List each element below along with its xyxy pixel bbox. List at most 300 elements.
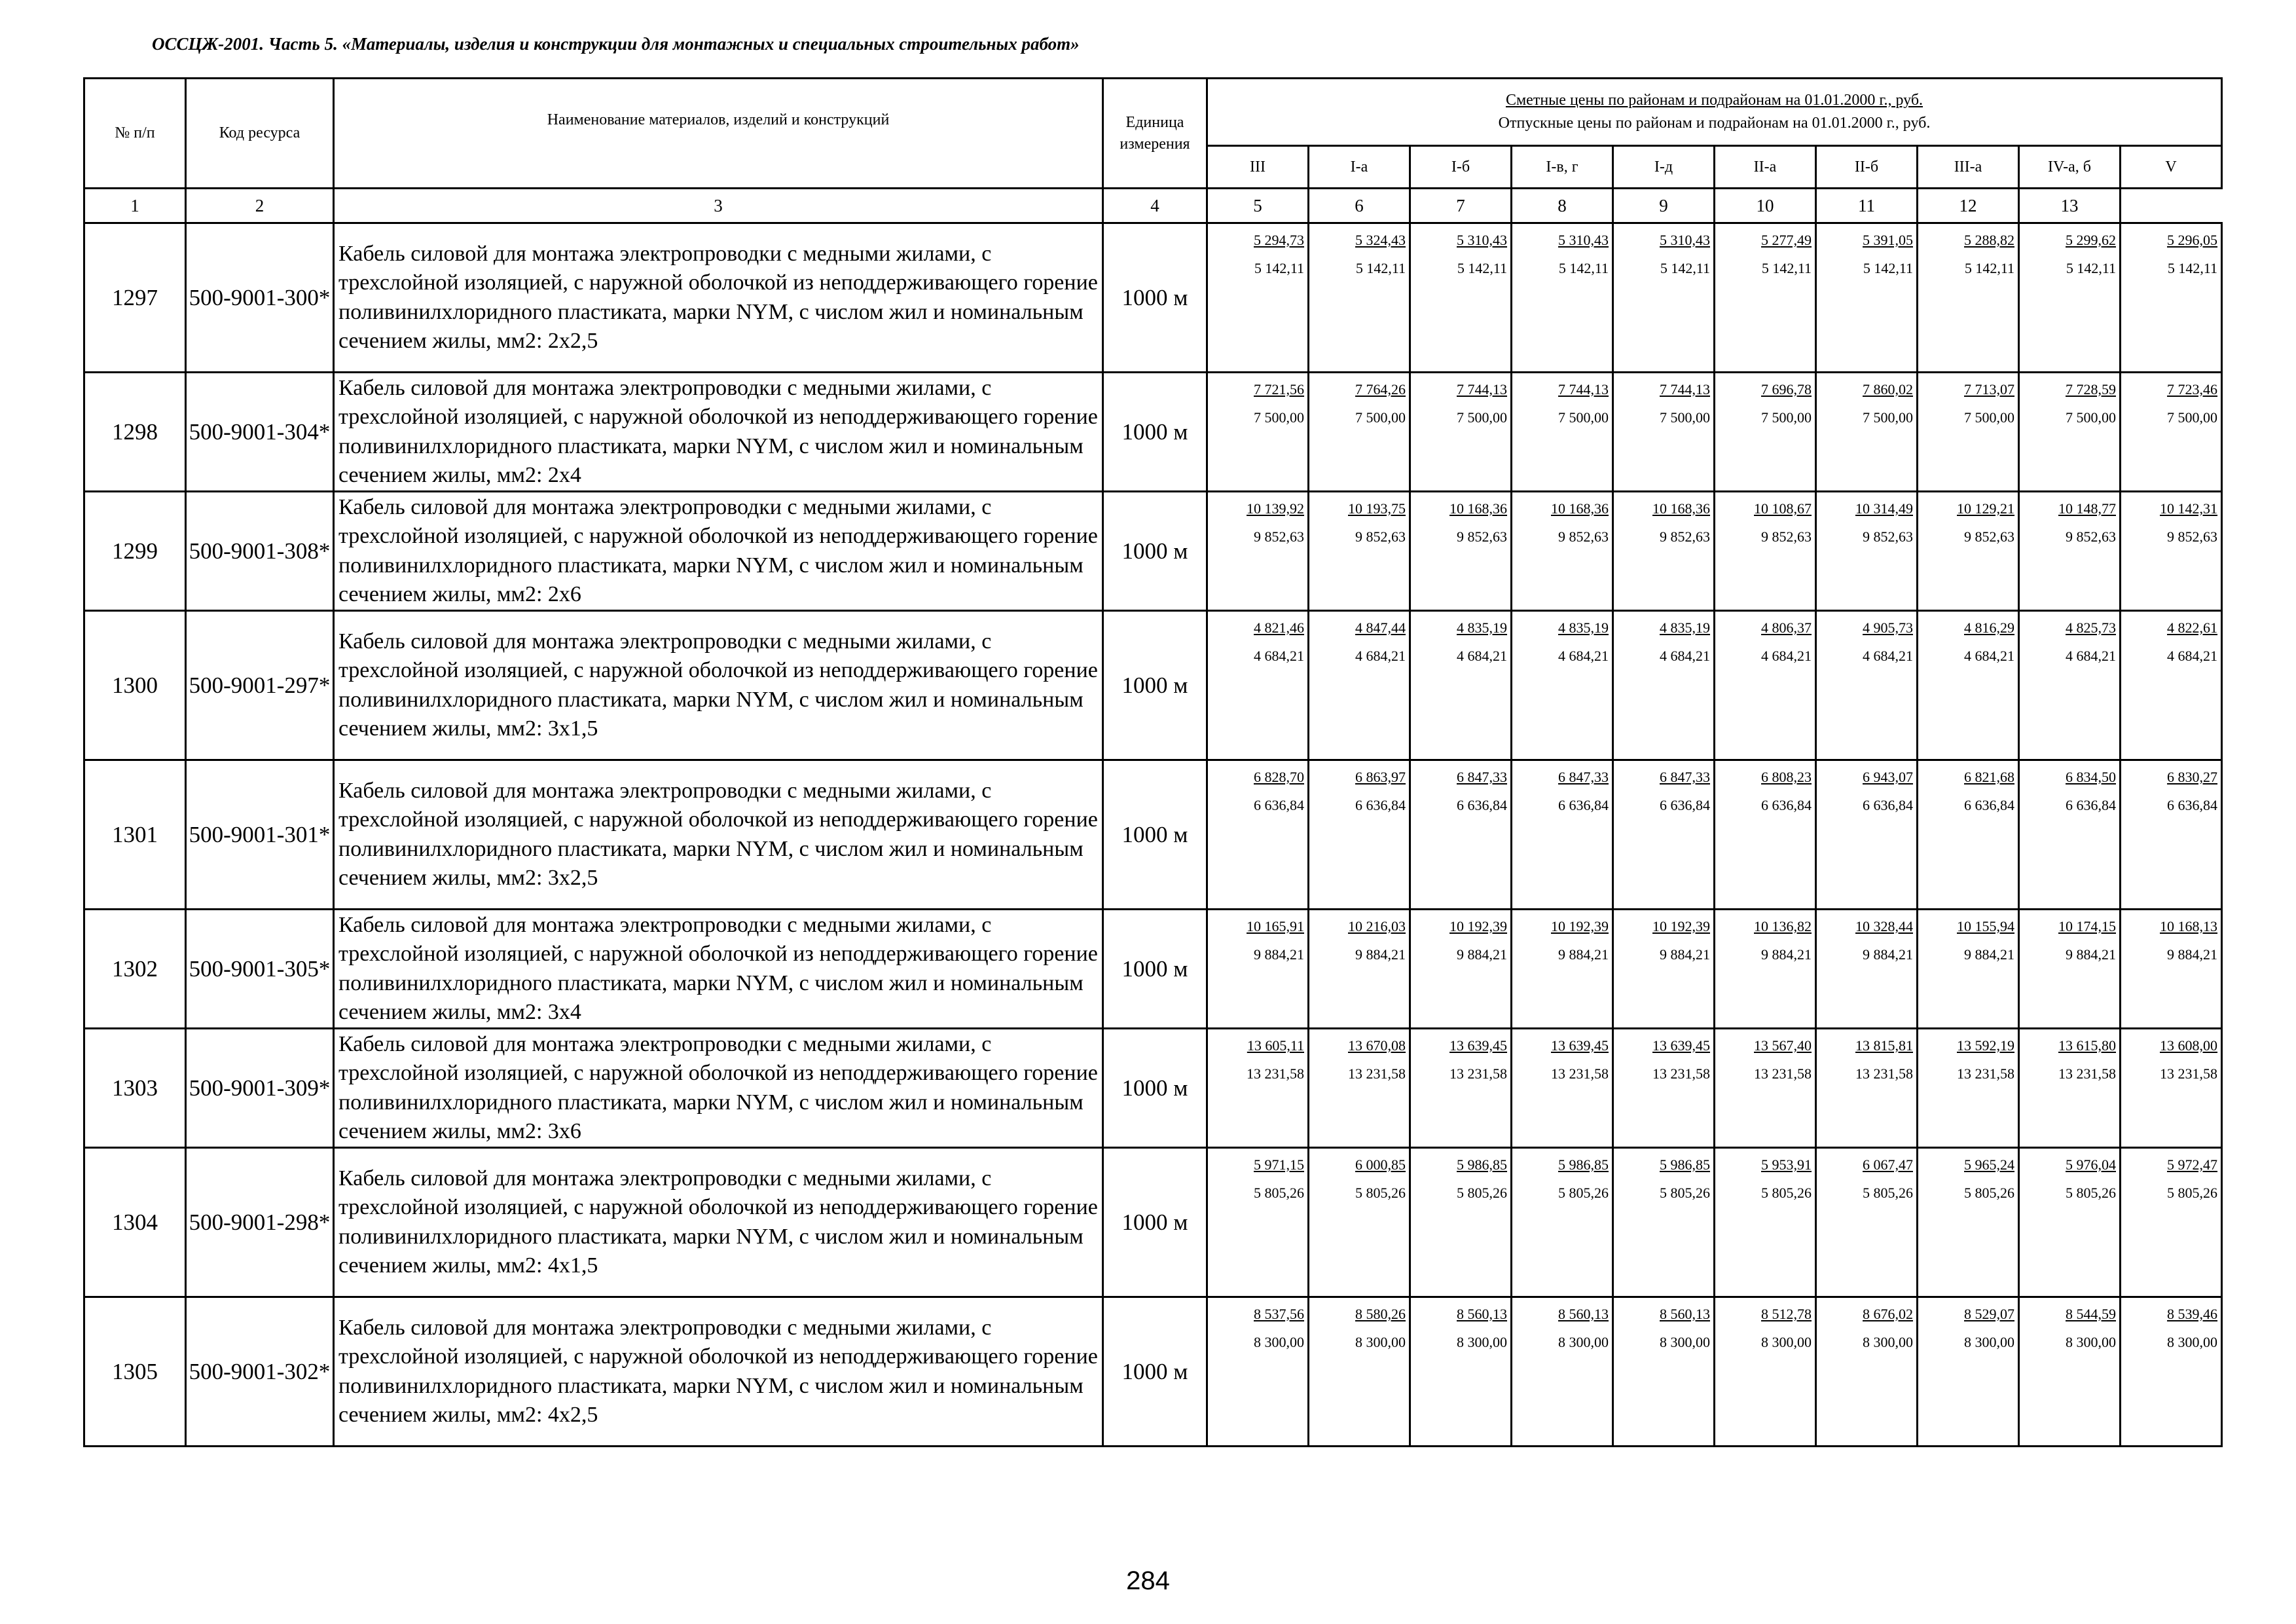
price-cell — [1207, 223, 1309, 373]
resource-code: 500-9001-298* — [186, 1148, 334, 1297]
release-price: 9 852,63 — [1863, 528, 1913, 545]
estimate-price: 4 821,46 — [1254, 619, 1304, 636]
price-cell — [1715, 1029, 1816, 1148]
price-cell — [1207, 492, 1309, 611]
price-cell — [1512, 373, 1613, 492]
estimate-price: 5 299,62 — [2066, 232, 2116, 248]
unit-of-measure: 1000 м — [1103, 373, 1207, 492]
release-price: 4 684,21 — [1457, 647, 1507, 664]
release-price: 8 300,00 — [1660, 1333, 1710, 1350]
release-price: 9 852,63 — [1660, 528, 1710, 545]
estimate-price: 6 828,70 — [1254, 769, 1304, 785]
resource-code: 500-9001-297* — [186, 611, 334, 760]
estimate-price: 10 165,91 — [1247, 918, 1304, 934]
price-cell — [1410, 1029, 1512, 1148]
price-cell — [1918, 373, 2019, 492]
release-price: 9 884,21 — [1761, 946, 1812, 963]
price-cell — [1512, 223, 1613, 373]
price-cell — [1207, 1148, 1309, 1297]
estimate-price: 4 816,29 — [1964, 619, 2014, 636]
price-cell — [1207, 1029, 1309, 1148]
column-number: 2 — [186, 189, 334, 223]
release-price: 9 884,21 — [1457, 946, 1507, 963]
estimate-price: 8 560,13 — [1457, 1306, 1507, 1322]
price-cell — [1613, 492, 1715, 611]
estimate-price: 4 825,73 — [2066, 619, 2116, 636]
release-price: 9 852,63 — [1254, 528, 1304, 545]
column-number: 1 — [84, 189, 186, 223]
estimate-price: 8 560,13 — [1660, 1306, 1710, 1322]
estimate-price: 6 808,23 — [1761, 769, 1812, 785]
price-cell — [2121, 492, 2222, 611]
unit-of-measure: 1000 м — [1103, 1029, 1207, 1148]
price-cell — [1816, 760, 1918, 910]
resource-code: 500-9001-309* — [186, 1029, 334, 1148]
price-cell — [1715, 760, 1816, 910]
unit-of-measure: 1000 м — [1103, 910, 1207, 1029]
release-price: 4 684,21 — [2066, 647, 2116, 664]
price-cell — [1918, 910, 2019, 1029]
estimate-price: 10 168,13 — [2160, 918, 2218, 934]
column-number: 12 — [1918, 189, 2019, 223]
estimate-price: 7 721,56 — [1254, 381, 1304, 397]
estimate-price: 13 608,00 — [2160, 1037, 2218, 1054]
release-price: 9 884,21 — [2066, 946, 2116, 963]
price-cell — [1512, 910, 1613, 1029]
release-price: 13 231,58 — [1551, 1065, 1609, 1082]
resource-code: 500-9001-300* — [186, 223, 334, 373]
row-number: 1300 — [84, 611, 186, 760]
release-price: 6 636,84 — [2167, 796, 2218, 813]
price-cell — [1410, 223, 1512, 373]
price-table — [83, 77, 2223, 1447]
estimate-price: 13 639,45 — [1551, 1037, 1609, 1054]
price-cell — [1918, 1148, 2019, 1297]
price-cell — [1512, 1148, 1613, 1297]
estimate-price: 7 744,13 — [1457, 381, 1507, 397]
price-cell — [1410, 760, 1512, 910]
estimate-price: 8 676,02 — [1863, 1306, 1913, 1322]
release-price: 13 231,58 — [1855, 1065, 1913, 1082]
estimate-price: 4 835,19 — [1660, 619, 1710, 636]
release-price: 6 636,84 — [2066, 796, 2116, 813]
estimate-price: 4 835,19 — [1558, 619, 1609, 636]
row-number: 1299 — [84, 492, 186, 611]
column-number: 13 — [2019, 189, 2121, 223]
release-price: 7 500,00 — [1761, 409, 1812, 426]
estimate-price: 10 142,31 — [2160, 500, 2218, 517]
price-cell — [1207, 611, 1309, 760]
price-cell — [1613, 1297, 1715, 1447]
table-row — [84, 1297, 2222, 1447]
price-cell — [2121, 1029, 2222, 1148]
estimate-price: 6 863,97 — [1355, 769, 1406, 785]
release-price: 5 142,11 — [1964, 259, 2014, 276]
estimate-price: 7 744,13 — [1660, 381, 1710, 397]
price-cell — [1816, 1148, 1918, 1297]
estimate-price: 7 744,13 — [1558, 381, 1609, 397]
row-number: 1304 — [84, 1148, 186, 1297]
estimate-price: 5 972,47 — [2167, 1156, 2218, 1173]
estimate-price: 8 580,26 — [1355, 1306, 1406, 1322]
table-row — [84, 1148, 2222, 1297]
table-row — [84, 611, 2222, 760]
price-cell — [1918, 760, 2019, 910]
release-price: 5 142,11 — [1558, 259, 1609, 276]
release-price: 13 231,58 — [1652, 1065, 1710, 1082]
table-body — [84, 223, 2222, 1447]
table-row — [84, 760, 2222, 910]
table-row — [84, 910, 2222, 1029]
release-price: 5 805,26 — [1863, 1184, 1913, 1201]
estimate-price: 4 847,44 — [1355, 619, 1406, 636]
estimate-price: 7 728,59 — [2066, 381, 2116, 397]
release-price: 5 142,11 — [1254, 259, 1304, 276]
release-price: 9 884,21 — [1254, 946, 1304, 963]
price-cell — [1715, 223, 1816, 373]
estimate-price: 13 605,11 — [1247, 1037, 1304, 1054]
estimate-price: 13 670,08 — [1348, 1037, 1406, 1054]
release-price: 9 884,21 — [1863, 946, 1913, 963]
price-cell — [1410, 1297, 1512, 1447]
release-price: 9 884,21 — [1660, 946, 1710, 963]
column-number: 11 — [1816, 189, 1918, 223]
release-price: 7 500,00 — [1558, 409, 1609, 426]
release-price: 5 142,11 — [1355, 259, 1406, 276]
unit-of-measure: 1000 м — [1103, 223, 1207, 373]
release-price: 4 684,21 — [1863, 647, 1913, 664]
price-cell — [1410, 373, 1512, 492]
estimate-price: 13 639,45 — [1449, 1037, 1507, 1054]
price-cell — [2019, 1297, 2121, 1447]
estimate-price: 10 129,21 — [1957, 500, 2014, 517]
price-cell — [2019, 223, 2121, 373]
price-cell — [1309, 760, 1410, 910]
row-number: 1297 — [84, 223, 186, 373]
row-number: 1301 — [84, 760, 186, 910]
estimate-price: 6 067,47 — [1863, 1156, 1913, 1173]
material-name: Кабель силовой для монтажа электропроводки с медными жилами, с трехслойной изоляцией, с наружной оболочкой из неподдерживающего горение поливинилхлоридного пластиката, марки NYM, с числом жил и номинальным сечением жилы, мм2: 4х2,5 — [334, 1297, 1103, 1447]
price-cell — [1512, 1297, 1613, 1447]
release-price: 8 300,00 — [2167, 1333, 2218, 1350]
region-header: III — [1207, 146, 1309, 189]
price-cell — [1410, 1148, 1512, 1297]
estimate-price: 5 277,49 — [1761, 232, 1812, 248]
release-price: 13 231,58 — [1247, 1065, 1304, 1082]
estimate-price: 8 544,59 — [2066, 1306, 2116, 1322]
price-cell — [1715, 611, 1816, 760]
price-cell — [1816, 1297, 1918, 1447]
price-cell — [1613, 910, 1715, 1029]
release-price: 9 852,63 — [1457, 528, 1507, 545]
column-number: 7 — [1410, 189, 1512, 223]
estimate-price: 6 834,50 — [2066, 769, 2116, 785]
estimate-price: 5 953,91 — [1761, 1156, 1812, 1173]
price-header-release: Отпускные цены по районам и подрайонам на 01.01.2000 г., руб. — [1498, 115, 1931, 132]
estimate-price: 6 000,85 — [1355, 1156, 1406, 1173]
price-cell — [1816, 910, 1918, 1029]
price-cell — [2121, 223, 2222, 373]
release-price: 13 231,58 — [1348, 1065, 1406, 1082]
estimate-price: 4 822,61 — [2167, 619, 2218, 636]
price-cell — [1309, 373, 1410, 492]
estimate-price: 10 192,39 — [1449, 918, 1507, 934]
release-price: 6 636,84 — [1964, 796, 2014, 813]
release-price: 4 684,21 — [1254, 647, 1304, 664]
row-number: 1302 — [84, 910, 186, 1029]
price-cell — [2121, 910, 2222, 1029]
release-price: 9 884,21 — [1558, 946, 1609, 963]
price-cell — [1410, 910, 1512, 1029]
region-header: I-б — [1410, 146, 1512, 189]
estimate-price: 8 537,56 — [1254, 1306, 1304, 1322]
release-price: 5 142,11 — [2066, 259, 2116, 276]
estimate-price: 6 847,33 — [1660, 769, 1710, 785]
price-cell — [2121, 1297, 2222, 1447]
price-cell — [1613, 760, 1715, 910]
release-price: 6 636,84 — [1558, 796, 1609, 813]
column-number: 5 — [1207, 189, 1309, 223]
estimate-price: 4 905,73 — [1863, 619, 1913, 636]
release-price: 4 684,21 — [1964, 647, 2014, 664]
release-price: 13 231,58 — [1957, 1065, 2014, 1082]
price-cell — [1816, 492, 1918, 611]
release-price: 5 805,26 — [1457, 1184, 1507, 1201]
release-price: 6 636,84 — [1254, 796, 1304, 813]
release-price: 7 500,00 — [1254, 409, 1304, 426]
release-price: 7 500,00 — [2066, 409, 2116, 426]
release-price: 8 300,00 — [1355, 1333, 1406, 1350]
region-header: I-д — [1613, 146, 1715, 189]
estimate-price: 10 168,36 — [1551, 500, 1609, 517]
unit-of-measure: 1000 м — [1103, 1148, 1207, 1297]
price-cell — [1816, 373, 1918, 492]
resource-code: 500-9001-301* — [186, 760, 334, 910]
price-cell — [2121, 1148, 2222, 1297]
release-price: 4 684,21 — [1558, 647, 1609, 664]
price-cell — [1309, 910, 1410, 1029]
price-cell — [2121, 760, 2222, 910]
price-cell — [1512, 492, 1613, 611]
estimate-price: 7 696,78 — [1761, 381, 1812, 397]
table-row — [84, 373, 2222, 492]
estimate-price: 13 639,45 — [1652, 1037, 1710, 1054]
resource-code: 500-9001-308* — [186, 492, 334, 611]
release-price: 5 805,26 — [1761, 1184, 1812, 1201]
estimate-price: 5 971,15 — [1254, 1156, 1304, 1173]
estimate-price: 6 847,33 — [1558, 769, 1609, 785]
price-cell — [1309, 1297, 1410, 1447]
price-cell — [1207, 910, 1309, 1029]
price-cell — [1715, 910, 1816, 1029]
estimate-price: 5 976,04 — [2066, 1156, 2116, 1173]
price-cell — [1309, 1148, 1410, 1297]
price-cell — [2121, 611, 2222, 760]
column-number: 8 — [1512, 189, 1613, 223]
estimate-price: 5 986,85 — [1457, 1156, 1507, 1173]
estimate-price: 4 835,19 — [1457, 619, 1507, 636]
estimate-price: 10 136,82 — [1754, 918, 1812, 934]
price-cell — [1918, 492, 2019, 611]
estimate-price: 10 168,36 — [1652, 500, 1710, 517]
estimate-price: 5 310,43 — [1660, 232, 1710, 248]
release-price: 13 231,58 — [1449, 1065, 1507, 1082]
estimate-price: 10 108,67 — [1754, 500, 1812, 517]
estimate-price: 5 294,73 — [1254, 232, 1304, 248]
release-price: 5 142,11 — [1457, 259, 1507, 276]
estimate-price: 6 821,68 — [1964, 769, 2014, 785]
estimate-price: 10 174,15 — [2058, 918, 2116, 934]
release-price: 5 805,26 — [1558, 1184, 1609, 1201]
region-header: V — [2121, 146, 2222, 189]
release-price: 8 300,00 — [1457, 1333, 1507, 1350]
unit-of-measure: 1000 м — [1103, 1297, 1207, 1447]
material-name: Кабель силовой для монтажа электропроводки с медными жилами, с трехслойной изоляцией, с наружной оболочкой из неподдерживающего горение поливинилхлоридного пластиката, марки NYM, с числом жил и номинальным сечением жилы, мм2: 3х1,5 — [334, 611, 1103, 760]
release-price: 5 142,11 — [1863, 259, 1913, 276]
estimate-price: 13 815,81 — [1855, 1037, 1913, 1054]
table-row — [84, 1029, 2222, 1148]
material-name: Кабель силовой для монтажа электропроводки с медными жилами, с трехслойной изоляцией, с наружной оболочкой из неподдерживающего горение поливинилхлоридного пластиката, марки NYM, с числом жил и номинальным сечением жилы, мм2: 2х4 — [334, 373, 1103, 492]
release-price: 4 684,21 — [1660, 647, 1710, 664]
material-name: Кабель силовой для монтажа электропроводки с медными жилами, с трехслойной изоляцией, с наружной оболочкой из неподдерживающего горение поливинилхлоридного пластиката, марки NYM, с числом жил и номинальным сечением жилы, мм2: 3х2,5 — [334, 760, 1103, 910]
estimate-price: 7 764,26 — [1355, 381, 1406, 397]
release-price: 9 852,63 — [1355, 528, 1406, 545]
release-price: 5 142,11 — [2167, 259, 2218, 276]
price-cell — [1207, 373, 1309, 492]
release-price: 5 805,26 — [1964, 1184, 2014, 1201]
release-price: 6 636,84 — [1660, 796, 1710, 813]
column-number: 6 — [1309, 189, 1410, 223]
release-price: 4 684,21 — [1761, 647, 1812, 664]
price-cell — [2019, 373, 2121, 492]
release-price: 8 300,00 — [1254, 1333, 1304, 1350]
release-price: 9 884,21 — [1964, 946, 2014, 963]
release-price: 13 231,58 — [1754, 1065, 1812, 1082]
estimate-price: 10 328,44 — [1855, 918, 1913, 934]
estimate-price: 10 314,49 — [1855, 500, 1913, 517]
price-cell — [2019, 1029, 2121, 1148]
price-cell — [1410, 611, 1512, 760]
release-price: 5 805,26 — [1355, 1184, 1406, 1201]
release-price: 7 500,00 — [2167, 409, 2218, 426]
release-price: 7 500,00 — [1355, 409, 1406, 426]
price-cell — [1309, 223, 1410, 373]
unit-of-measure: 1000 м — [1103, 611, 1207, 760]
release-price: 6 636,84 — [1457, 796, 1507, 813]
row-number: 1298 — [84, 373, 186, 492]
material-name: Кабель силовой для монтажа электропроводки с медными жилами, с трехслойной изоляцией, с наружной оболочкой из неподдерживающего горение поливинилхлоридного пластиката, марки NYM, с числом жил и номинальным сечением жилы, мм2: 3х4 — [334, 910, 1103, 1029]
release-price: 8 300,00 — [1761, 1333, 1812, 1350]
material-name: Кабель силовой для монтажа электропроводки с медными жилами, с трехслойной изоляцией, с наружной оболочкой из неподдерживающего горение поливинилхлоридного пластиката, марки NYM, с числом жил и номинальным сечением жилы, мм2: 2х6 — [334, 492, 1103, 611]
price-cell — [1918, 611, 2019, 760]
release-price: 8 300,00 — [1558, 1333, 1609, 1350]
estimate-price: 5 391,05 — [1863, 232, 1913, 248]
estimate-price: 10 168,36 — [1449, 500, 1507, 517]
release-price: 9 852,63 — [1964, 528, 2014, 545]
estimate-price: 10 139,92 — [1247, 500, 1304, 517]
price-cell — [1309, 1029, 1410, 1148]
price-cell — [1613, 611, 1715, 760]
release-price: 7 500,00 — [1660, 409, 1710, 426]
document-header: ОССЦЖ-2001. Часть 5. «Материалы, изделия и конструкции для монтажных и специальных строительных работ» — [152, 34, 1080, 54]
column-number: 3 — [334, 189, 1103, 223]
price-cell — [1512, 760, 1613, 910]
col-header-unit: Единица измерения — [1103, 79, 1207, 189]
estimate-price: 10 216,03 — [1348, 918, 1406, 934]
price-cell — [2019, 611, 2121, 760]
region-header: I-а — [1309, 146, 1410, 189]
price-cell — [1715, 373, 1816, 492]
estimate-price: 5 986,85 — [1558, 1156, 1609, 1173]
release-price: 5 805,26 — [1254, 1184, 1304, 1201]
price-cell — [1207, 1297, 1309, 1447]
page-number: 284 — [1126, 1566, 1170, 1595]
unit-of-measure: 1000 м — [1103, 492, 1207, 611]
estimate-price: 6 847,33 — [1457, 769, 1507, 785]
estimate-price: 5 288,82 — [1964, 232, 2014, 248]
col-header-prices — [1207, 79, 2222, 146]
estimate-price: 13 592,19 — [1957, 1037, 2014, 1054]
release-price: 5 142,11 — [1761, 259, 1812, 276]
release-price: 8 300,00 — [1863, 1333, 1913, 1350]
release-price: 6 636,84 — [1355, 796, 1406, 813]
release-price: 6 636,84 — [1761, 796, 1812, 813]
resource-code: 500-9001-304* — [186, 373, 334, 492]
release-price: 7 500,00 — [1964, 409, 2014, 426]
estimate-price: 7 723,46 — [2167, 381, 2218, 397]
price-cell — [1918, 1029, 2019, 1148]
estimate-price: 10 155,94 — [1957, 918, 2014, 934]
price-cell — [2019, 492, 2121, 611]
resource-code: 500-9001-302* — [186, 1297, 334, 1447]
release-price: 9 852,63 — [1761, 528, 1812, 545]
release-price: 9 852,63 — [1558, 528, 1609, 545]
price-cell — [2121, 373, 2222, 492]
estimate-price: 10 148,77 — [2058, 500, 2116, 517]
estimate-price: 8 560,13 — [1558, 1306, 1609, 1322]
release-price: 6 636,84 — [1863, 796, 1913, 813]
estimate-price: 5 310,43 — [1558, 232, 1609, 248]
release-price: 4 684,21 — [1355, 647, 1406, 664]
estimate-price: 5 324,43 — [1355, 232, 1406, 248]
col-header-code: Код ресурса — [186, 79, 334, 189]
estimate-price: 8 539,46 — [2167, 1306, 2218, 1322]
price-cell — [1613, 373, 1715, 492]
price-cell — [1715, 1297, 1816, 1447]
estimate-price: 8 529,07 — [1964, 1306, 2014, 1322]
estimate-price: 10 192,39 — [1551, 918, 1609, 934]
price-cell — [1410, 492, 1512, 611]
estimate-price: 13 567,40 — [1754, 1037, 1812, 1054]
column-number: 10 — [1715, 189, 1816, 223]
price-cell — [1816, 1029, 1918, 1148]
release-price: 8 300,00 — [1964, 1333, 2014, 1350]
row-number: 1305 — [84, 1297, 186, 1447]
price-cell — [1512, 1029, 1613, 1148]
price-header-estimate: Сметные цены по районам и подрайонам на 01.01.2000 г., руб. — [1505, 92, 1923, 109]
price-cell — [1512, 611, 1613, 760]
price-cell — [1918, 223, 2019, 373]
release-price: 7 500,00 — [1457, 409, 1507, 426]
material-name: Кабель силовой для монтажа электропроводки с медными жилами, с трехслойной изоляцией, с наружной оболочкой из неподдерживающего горение поливинилхлоридного пластиката, марки NYM, с числом жил и номинальным сечением жилы, мм2: 2х2,5 — [334, 223, 1103, 373]
price-cell — [1715, 1148, 1816, 1297]
price-cell — [1816, 611, 1918, 760]
table-row — [84, 492, 2222, 611]
price-cell — [1715, 492, 1816, 611]
estimate-price: 5 296,05 — [2167, 232, 2218, 248]
estimate-price: 7 860,02 — [1863, 381, 1913, 397]
release-price: 9 884,21 — [1355, 946, 1406, 963]
